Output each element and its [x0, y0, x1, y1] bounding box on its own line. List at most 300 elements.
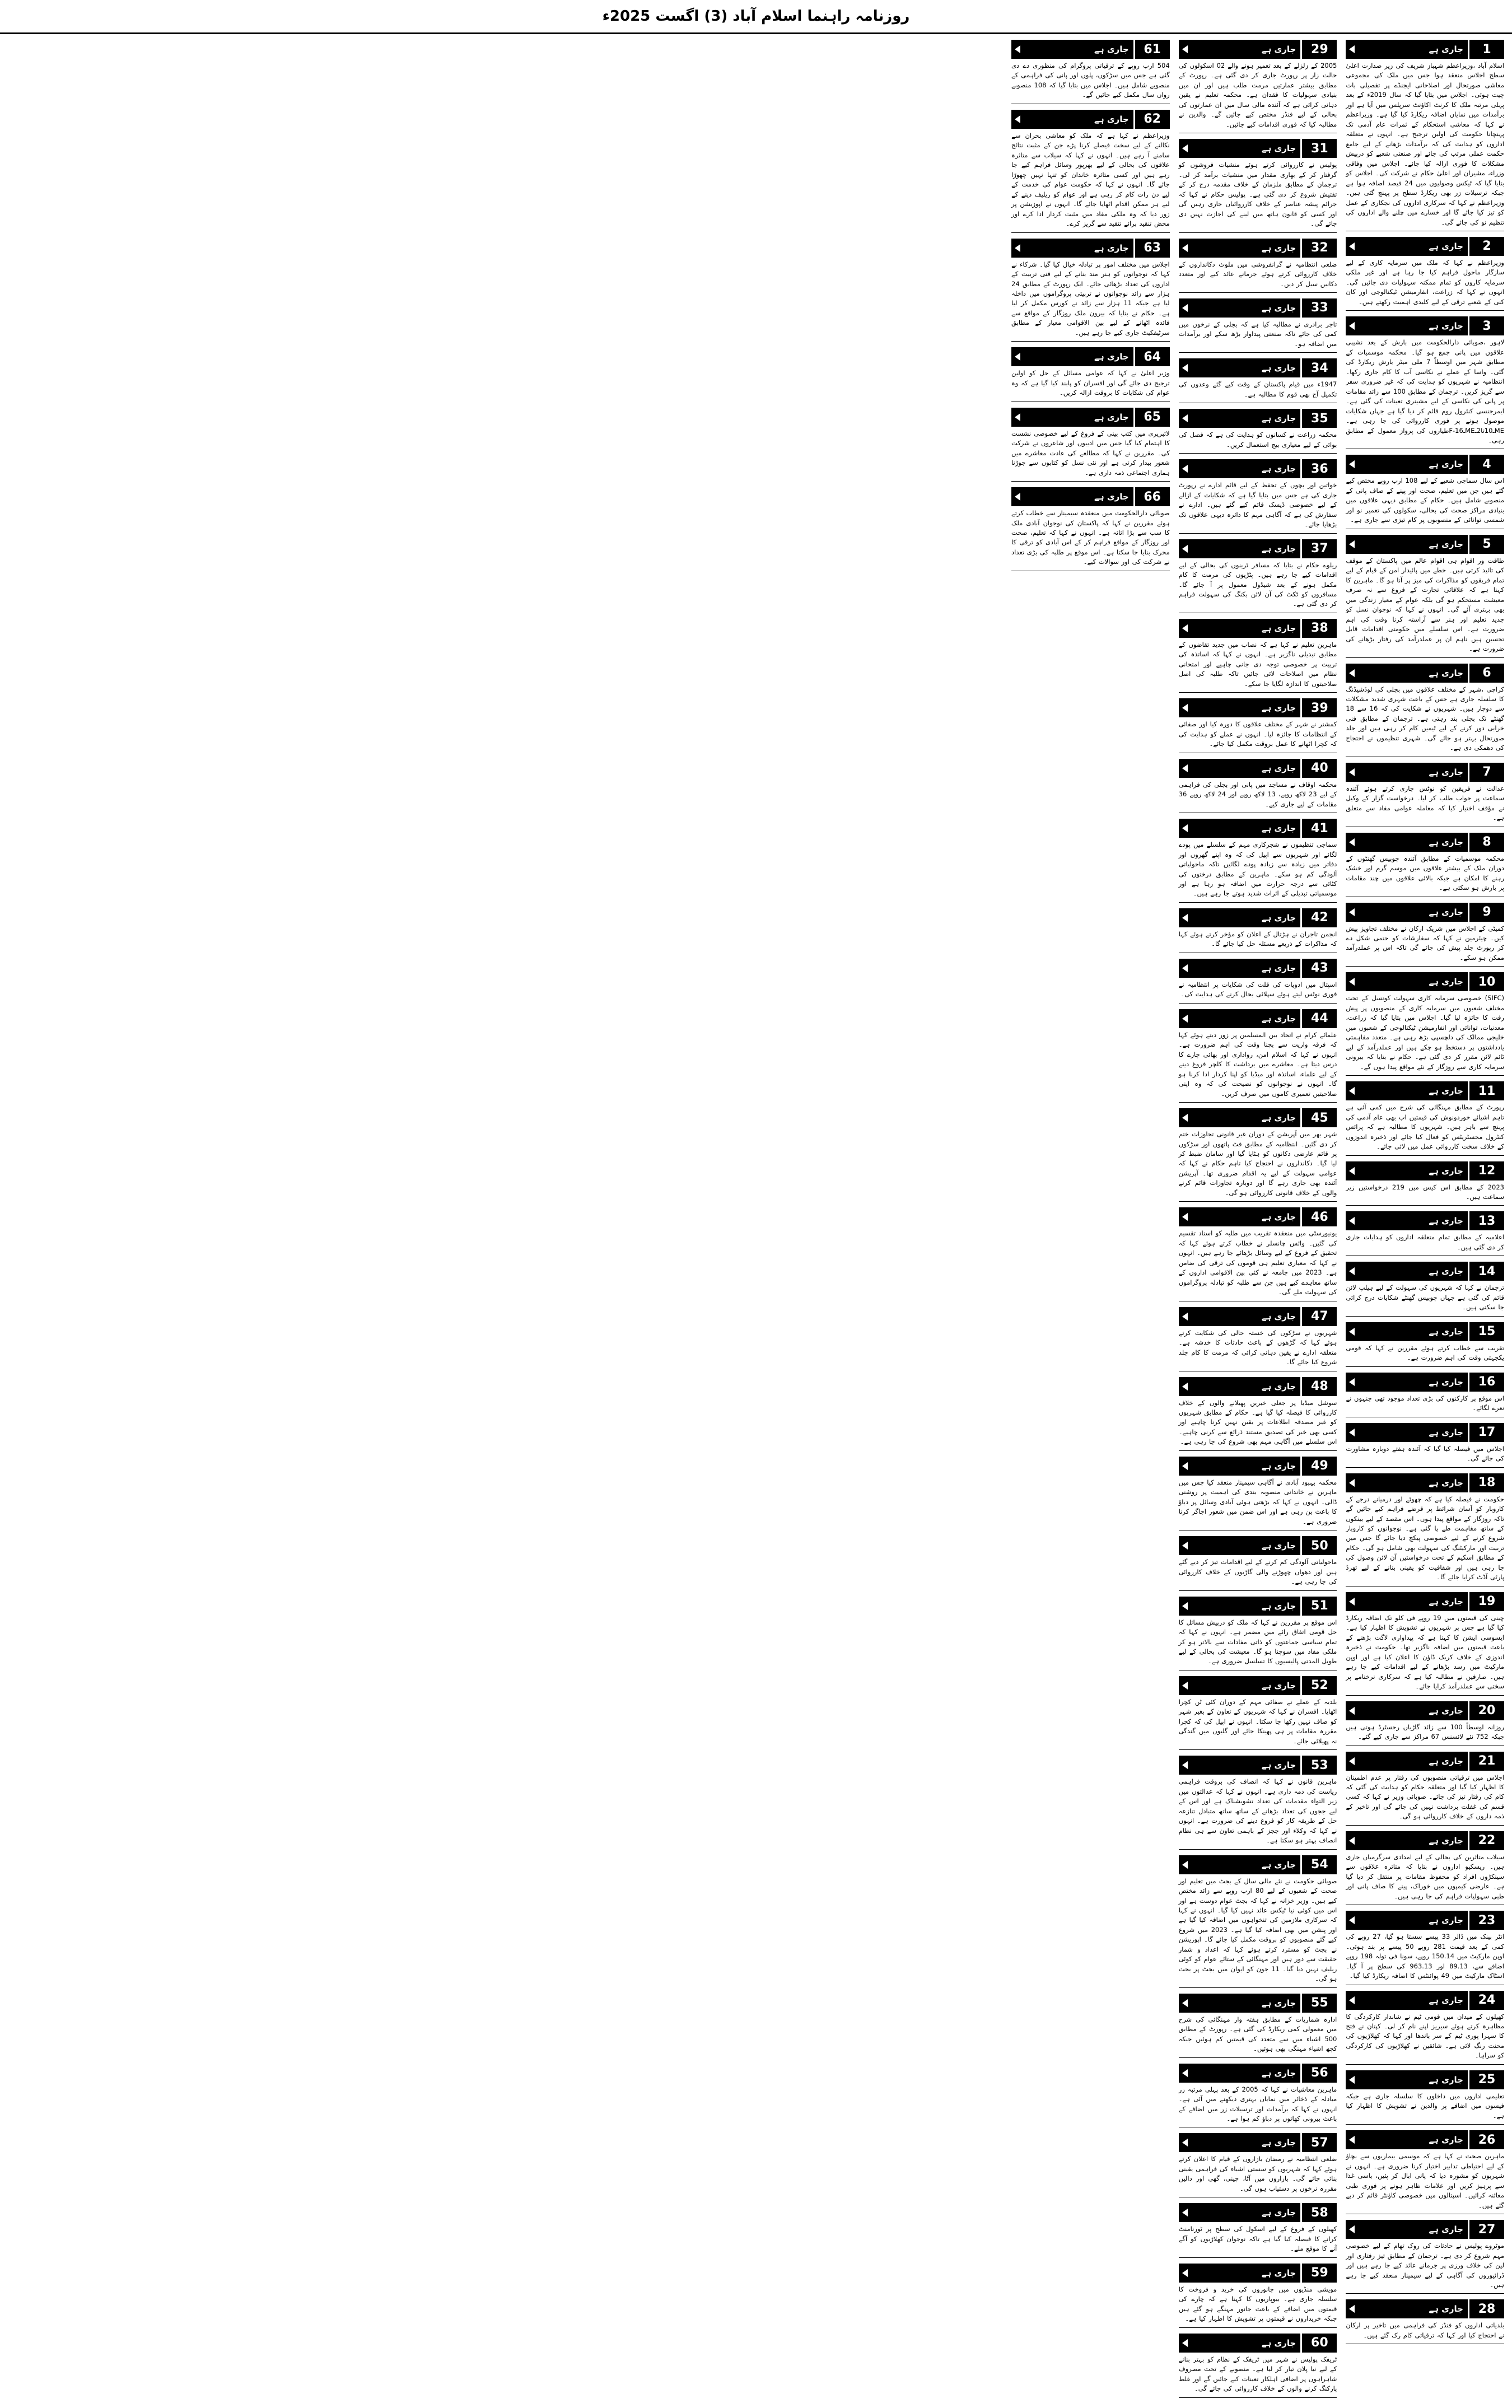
article-number: 57 [1302, 2133, 1337, 2152]
article-body [1179, 1229, 1337, 1297]
continue-banner[interactable] [1179, 1307, 1301, 1326]
article-paragraph: اعلامیہ کے مطابق تمام متعلقہ اداروں کو ہدایات جاری کر دی گئی ہیں۔ [1346, 1233, 1504, 1251]
article-number: 19 [1469, 1592, 1504, 1611]
article-body [1179, 1697, 1337, 1746]
article-body [1346, 556, 1504, 654]
article-divider [1179, 692, 1337, 693]
article-item [1346, 1752, 1504, 1826]
article-number: 10 [1469, 972, 1504, 991]
article-number: 58 [1302, 2203, 1337, 2222]
continue-banner[interactable] [1179, 1597, 1301, 1616]
article-body [1011, 131, 1170, 229]
article-item [1179, 1377, 1337, 1451]
article-paragraph: 504 ارب روپے کے ترقیاتی پروگرام کی منظوری دے دی گئی ہے جس میں سڑکوں، پلوں اور پانی کی فراہمی کے منصوبے شامل ہیں۔ اجلاس میں بتایا گیا کہ 108 منصوبے رواں سال مکمل کیے جائیں گے۔ [1011, 62, 1170, 99]
continue-label: جاری ہے [1261, 763, 1296, 773]
article-header [1346, 903, 1504, 922]
article-body [1346, 1343, 1504, 1363]
continue-banner[interactable] [1011, 40, 1133, 59]
continue-label: جاری ہے [1261, 143, 1296, 154]
continue-banner[interactable] [1011, 239, 1133, 258]
continue-banner[interactable] [1011, 408, 1133, 427]
article-paragraph: کھیلوں کے فروغ کے لیے اسکول کی سطح پر ٹورنامنٹ کرانے کا فیصلہ کیا گیا ہے تاکہ نوجوان کھلاڑیوں کو آگے آنے کا موقع ملے۔ [1178, 2225, 1337, 2253]
article-divider [1011, 481, 1170, 482]
article-item [1179, 1108, 1337, 1202]
article-paragraph: رپورٹ کے مطابق مہنگائی کی شرح میں کمی آئی ہے تاہم اشیائے خوردونوش کی قیمتیں اب بھی عام آدمی کی پہنچ سے باہر ہیں۔ شہریوں کا مطالبہ ہے کہ پرائس کنٹرول مجسٹریٹس کو فعال کیا جائے اور ذخیرہ اندوزوں کے خلاف سخت کارروائی عمل میں لائی جائے۔ [1346, 1103, 1504, 1151]
article-header [1346, 1262, 1504, 1281]
article-item [1179, 40, 1337, 133]
article-header [1179, 1756, 1337, 1775]
article-header [1179, 539, 1337, 558]
continue-banner[interactable] [1346, 1322, 1468, 1341]
continue-label: جاری ہے [1261, 623, 1296, 633]
article-header [1179, 40, 1337, 59]
article-number: 18 [1469, 1473, 1504, 1492]
article-number: 1 [1469, 40, 1504, 59]
continue-banner[interactable] [1346, 1831, 1468, 1850]
article-divider [1011, 232, 1170, 233]
article-body [1346, 1613, 1504, 1692]
article-header [1179, 298, 1337, 318]
continue-banner[interactable] [1179, 619, 1301, 638]
continue-banner[interactable] [1346, 2130, 1468, 2149]
article-item [1179, 1756, 1337, 1849]
article-paragraph: صوبائی دارالحکومت میں منعقدہ سیمینار سے خطاب کرتے ہوئے مقررین نے کہا کہ پاکستان کی نوجوان آبادی ملک کا سب سے بڑا اثاثہ ہے۔ انہوں نے کہا کہ تعلیم، صحت اور روزگار کے مواقع فراہم کر کے اس آبادی کو ترقی کا محرک بنایا جا سکتا ہے۔ اس موقع پر طلبہ کی بڑی تعداد نے شرکت کی اور سوالات کیے۔ [1011, 509, 1170, 566]
continue-label: جاری ہے [1261, 963, 1296, 973]
article-body [1346, 2092, 1504, 2121]
continue-banner[interactable] [1346, 1752, 1468, 1771]
article-divider [1346, 2064, 1504, 2065]
continue-banner[interactable] [1179, 908, 1301, 927]
article-item [1179, 959, 1337, 1004]
article-number: 47 [1302, 1307, 1337, 1326]
article-item [1179, 1457, 1337, 1530]
continue-banner[interactable] [1346, 2220, 1468, 2239]
continue-banner[interactable] [1179, 1676, 1301, 1695]
continue-banner[interactable] [1179, 2133, 1301, 2152]
article-number: 12 [1469, 1161, 1504, 1180]
continue-label: جاری ہے [1429, 44, 1463, 54]
article-divider [1179, 1590, 1337, 1591]
article-header [1346, 1322, 1504, 1341]
continue-banner[interactable] [1346, 237, 1468, 256]
article-divider [1346, 1467, 1504, 1468]
article-header [1179, 459, 1337, 478]
continue-banner[interactable] [1346, 763, 1468, 782]
article-body [1179, 840, 1337, 899]
article-paragraph: اجلاس میں فیصلہ کیا گیا کہ آئندہ ہفتے دوبارہ مشاورت کی جائے گی۔ [1346, 1444, 1504, 1463]
article-item [1179, 2334, 1337, 2398]
continue-label: جاری ہے [1429, 1596, 1463, 1607]
continue-label: جاری ہے [1261, 1212, 1296, 1222]
article-header [1346, 1423, 1504, 1442]
article-item [1011, 40, 1170, 104]
continue-label: جاری ہے [1261, 1381, 1296, 1392]
continue-label: جاری ہے [1261, 1600, 1296, 1611]
continue-label: جاری ہے [1261, 2208, 1296, 2218]
article-body [1179, 2224, 1337, 2253]
article-header [1346, 2220, 1504, 2239]
article-number: 9 [1469, 903, 1504, 922]
continue-label: جاری ہے [1429, 1376, 1463, 1387]
article-header [1346, 1373, 1504, 1392]
article-number: 36 [1302, 459, 1337, 478]
article-body [1346, 1723, 1504, 1742]
article-number: 52 [1302, 1676, 1337, 1695]
article-header [1179, 2064, 1337, 2083]
article-number: 37 [1302, 539, 1337, 558]
article-body [1011, 368, 1170, 398]
article-body [1346, 993, 1504, 1072]
article-divider [1179, 1849, 1337, 1850]
article-item [1011, 239, 1170, 342]
continue-banner[interactable] [1011, 347, 1133, 366]
article-header [1179, 1855, 1337, 1874]
continue-label: جاری ہے [1261, 823, 1296, 834]
continue-label: جاری ہے [1429, 767, 1463, 777]
article-number: 45 [1302, 1108, 1337, 1127]
article-item [1346, 1592, 1504, 1696]
article-item [1346, 1373, 1504, 1417]
article-paragraph: علمائے کرام نے اتحاد بین المسلمین پر زور دیتے ہوئے کہا کہ فرقہ واریت سے بچنا وقت کی اہم ضرورت ہے۔ انہوں نے کہا کہ اسلام امن، رواداری اور بھائی چارے کا درس دیتا ہے۔ معاشرے میں برداشت کا کلچر فروغ دینے کے لیے علماء، اساتذہ اور میڈیا کو اپنا کردار ادا کرنا ہو گا۔ انہوں نے نوجوانوں کو نصیحت کی کہ وہ اپنی صلاحیتیں تعمیری کاموں میں صرف کریں۔ [1178, 1030, 1337, 1098]
article-header [1346, 2130, 1504, 2149]
article-item [1346, 972, 1504, 1076]
article-item [1011, 110, 1170, 233]
continue-label: جاری ہے [1261, 44, 1296, 54]
article-divider [1346, 1825, 1504, 1826]
article-header [1346, 664, 1504, 683]
article-number: 3 [1469, 316, 1504, 335]
article-item [1346, 535, 1504, 658]
article-divider [1346, 657, 1504, 658]
article-item [1179, 409, 1337, 454]
article-paragraph: کھیلوں کے میدان میں قومی ٹیم نے شاندار کارکردگی کا مظاہرہ کرتے ہوئے سیریز اپنے نام کر لی۔ کپتان نے فتح کا سہرا پوری ٹیم کے سر باندھا اور کہا کہ کھلاڑیوں کی محنت رنگ لائی ہے۔ شائقین نے کھلاڑیوں کی کارکردگی کو سراہا۔ [1346, 2012, 1504, 2060]
article-paragraph: محکمہ موسمیات کے مطابق آئندہ چوبیس گھنٹوں کے دوران ملک کے بیشتر علاقوں میں موسم گرم اور خشک رہنے کا امکان ہے جبکہ بالائی علاقوں میں چند مقامات پر بارش ہو سکتی ہے۔ [1346, 854, 1504, 892]
article-number: 33 [1302, 298, 1337, 318]
continue-banner[interactable] [1346, 316, 1468, 335]
continue-banner[interactable] [1179, 759, 1301, 778]
article-body [1346, 1773, 1504, 1822]
article-item [1179, 619, 1337, 693]
article-body [1346, 854, 1504, 893]
continue-banner[interactable] [1179, 2203, 1301, 2222]
article-paragraph: شہر بھر میں آپریشن کے دوران غیر قانونی تجاوزات ختم کر دی گئیں۔ انتظامیہ کے مطابق فٹ پاتھوں اور سڑکوں پر قائم عارضی دکانوں کو ہٹایا گیا اور سامان ضبط کر لیا گیا۔ دکانداروں نے احتجاج کیا تاہم حکام نے کہا کہ عوامی سہولت کے لیے یہ اقدام ضروری تھا۔ آپریشن آئندہ بھی جاری رہے گا اور دوبارہ تجاوزات قائم کرنے والوں کے خلاف قانونی کارروائی ہو گی۔ [1178, 1130, 1337, 1197]
article-number: 16 [1469, 1373, 1504, 1392]
article-number: 62 [1135, 110, 1170, 129]
article-header [1179, 239, 1337, 258]
article-body [1346, 258, 1504, 307]
article-paragraph: اس موقع پر مقررین نے کہا کہ ملک کو درپیش مسائل کا حل قومی اتفاق رائے میں مضمر ہے۔ انہوں نے کہا کہ تمام سیاسی جماعتوں کو ذاتی مفادات سے بالاتر ہو کر ملکی مفاد میں سوچنا ہو گا۔ معیشت کی بحالی کے لیے طویل المدتی پالیسیوں کا تسلسل ضروری ہے۔ [1178, 1618, 1337, 1665]
masthead [0, 0, 1512, 34]
article-item [1346, 316, 1504, 449]
article-header [1346, 1592, 1504, 1611]
article-divider [1179, 1201, 1337, 1202]
article-header [1179, 1207, 1337, 1226]
article-body [1179, 1398, 1337, 1447]
continue-label: جاری ہے [1429, 2135, 1463, 2145]
article-paragraph: لائبریری میں کتب بینی کے فروغ کے لیے خصوصی نشست کا اہتمام کیا گیا جس میں ادیبوں اور شاعروں نے شرکت کی۔ مقررین نے کہا کہ مطالعے کی عادت معاشرے میں شعور بیدار کرتی ہے اور نئی نسل کو کتابوں سے جوڑنا ہماری اجتماعی ذمہ داری ہے۔ [1011, 429, 1170, 477]
article-paragraph: تاجر برادری نے مطالبہ کیا ہے کہ بجلی کے نرخوں میں کمی کی جائے تاکہ صنعتی پیداوار بڑھ سکے اور برآمدات میں اضافہ ہو۔ [1178, 320, 1337, 348]
continue-banner[interactable] [1346, 903, 1468, 922]
continue-banner[interactable] [1179, 358, 1301, 377]
article-paragraph: ماہرین صحت نے کہا ہے کہ موسمی بیماریوں سے بچاؤ کے لیے احتیاطی تدابیر اختیار کرنا ضروری ہے۔ انہوں نے شہریوں کو مشورہ دیا کہ پانی ابال کر پئیں، باسی غذا سے پرہیز کریں اور علامات ظاہر ہونے پر فوری طبی معائنہ کرائیں۔ اسپتالوں میں خصوصی کاؤنٹر قائم کر دیے گئے ہیں۔ [1346, 2152, 1504, 2209]
article-number: 43 [1302, 959, 1337, 978]
article-paragraph: خواتین اور بچوں کے تحفظ کے لیے قائم ادارے نے رپورٹ جاری کی ہے جس میں بتایا گیا ہے کہ شکایات کے ازالے کے لیے خصوصی ڈیسک قائم کیے گئے ہیں۔ ادارے نے سفارش کی ہے کہ آگاہی مہم کا دائرہ دیہی علاقوں تک بڑھایا جائے۔ [1178, 481, 1337, 529]
continue-banner[interactable] [1179, 1536, 1301, 1555]
article-body [1346, 1394, 1504, 1413]
article-paragraph: ترجمان نے کہا کہ شہریوں کی سہولت کے لیے ہیلپ لائن قائم کی گئی ہے جہاں چوبیس گھنٹے شکایات درج کرائی جا سکتی ہیں۔ [1346, 1284, 1504, 1312]
article-header [1179, 2203, 1337, 2222]
article-item [1179, 2264, 1337, 2328]
article-paragraph: اسلام آباد ،وزیراعظم شہباز شریف کی زیر صدارت اعلیٰ سطح اجلاس منعقد ہوا جس میں ملک کی مجموعی معاشی صورتحال اور اصلاحاتی ایجنڈے پر تفصیلی بات چیت ہوئی۔ اجلاس میں بتایا گیا کہ سال 2019ء کے بعد پہلی مرتبہ ملک کا کرنٹ اکاؤنٹ سرپلس میں آیا ہے اور برآمدات میں نمایاں اضافہ ریکارڈ کیا گیا ہے۔ وزیراعظم نے کہا کہ معاشی استحکام کے ثمرات عام آدمی تک پہنچانا حکومت کی اولین ترجیح ہے۔ انہوں نے متعلقہ اداروں کو ہدایت کی کہ برآمدات بڑھانے کے لیے جامع حکمت عملی مرتب کی جائے اور صنعتی شعبے کو درپیش مشکلات کا فوری ازالہ کیا جائے۔ اجلاس میں وفاقی وزراء، مشیران اور اعلیٰ حکام نے شرکت کی۔ اجلاس کو بتایا گیا کہ ٹیکس وصولیوں میں 24 فیصد اضافہ ہوا ہے جبکہ ترسیلات زر بھی ریکارڈ سطح پر پہنچ گئی ہیں۔ وزیراعظم نے کہا کہ سرکاری اداروں کی نجکاری کے عمل کو تیز کیا جائے گا اور خسارے میں چلنے والے اداروں کی تنظیم نو کی جائے گی۔ [1346, 62, 1504, 226]
article-item [1179, 698, 1337, 753]
continue-label: جاری ہے [1261, 1680, 1296, 1691]
continue-label: جاری ہے [1429, 241, 1463, 251]
continue-banner[interactable] [1179, 1457, 1301, 1476]
article-item [1179, 298, 1337, 353]
continue-label: جاری ہے [1261, 2138, 1296, 2148]
continue-banner[interactable] [1179, 959, 1301, 978]
article-header [1346, 1752, 1504, 1771]
continue-banner[interactable] [1179, 459, 1301, 478]
continue-banner[interactable] [1346, 1991, 1468, 2010]
article-paragraph: سیلاب متاثرین کی بحالی کے لیے امدادی سرگرمیاں جاری ہیں۔ ریسکیو اداروں نے بتایا کہ متاثرہ علاقوں سے سینکڑوں افراد کو محفوظ مقامات پر منتقل کر دیا گیا ہے۔ عارضی کیمپوں میں خوراک، پینے کا صاف پانی اور طبی سہولیات فراہم کی جا رہی ہیں۔ [1346, 1852, 1504, 1900]
article-body [1179, 2154, 1337, 2194]
continue-label: جاری ہے [1094, 492, 1129, 502]
continue-banner[interactable] [1179, 298, 1301, 318]
continue-banner[interactable] [1179, 1756, 1301, 1775]
article-divider [1179, 2057, 1337, 2058]
article-number: 61 [1135, 40, 1170, 59]
article-body [1346, 1283, 1504, 1312]
continue-banner[interactable] [1346, 1701, 1468, 1720]
article-body [1179, 260, 1337, 289]
article-divider [1179, 533, 1337, 534]
continue-banner[interactable] [1346, 1473, 1468, 1492]
continue-label: جاری ہے [1094, 44, 1129, 54]
continue-banner[interactable] [1346, 1592, 1468, 1611]
article-body [1011, 61, 1170, 100]
article-header [1179, 1377, 1337, 1396]
article-body [1346, 1183, 1504, 1202]
article-divider [1179, 902, 1337, 903]
article-body [1011, 260, 1170, 338]
continue-banner[interactable] [1179, 1108, 1301, 1127]
article-item [1179, 239, 1337, 293]
continue-label: جاری ہے [1429, 1756, 1463, 1766]
article-divider [1179, 1102, 1337, 1103]
continue-banner[interactable] [1346, 1262, 1468, 1281]
page-sheet [0, 34, 1512, 2407]
article-divider [1346, 2124, 1504, 2125]
article-paragraph: وزیراعظم نے کہا کہ ملک میں سرمایہ کاری کے لیے سازگار ماحول فراہم کیا جا رہا ہے اور غیر ملکی سرمایہ کاروں کو تمام ممکنہ سہولیات دی جائیں گی۔ انہوں نے کہا کہ زراعت، انفارمیشن ٹیکنالوجی اور کان کنی کے شعبے ترقی کے لیے کلیدی اہمیت رکھتے ہیں۔ [1346, 258, 1504, 306]
continue-label: جاری ہے [1261, 703, 1296, 713]
article-header [1346, 1161, 1504, 1180]
continue-label: جاری ہے [1429, 1086, 1463, 1096]
article-paragraph: کراچی ،شہر کے مختلف علاقوں میں بجلی کی لوڈشیڈنگ کا سلسلہ جاری ہے جس کے باعث شہری شدید مشکلات سے دوچار ہیں۔ شہریوں نے شکایت کی کہ 16 سے 18 گھنٹے تک بجلی بند رہتی ہے۔ ترجمان کے مطابق فنی خرابی دور کرنے کے لیے ٹیمیں کام کر رہی ہیں اور جلد صورتحال بہتر ہو جائے گی۔ شہری تنظیموں نے احتجاج کی دھمکی دی ہے۔ [1346, 685, 1505, 752]
article-divider [1179, 2397, 1337, 2398]
article-number: 55 [1302, 1994, 1337, 2013]
continue-banner[interactable] [1346, 1373, 1468, 1392]
article-body [1346, 1495, 1504, 1583]
continue-banner[interactable] [1011, 110, 1133, 129]
continue-label: جاری ہے [1094, 114, 1129, 124]
article-header [1346, 763, 1504, 782]
article-divider [1346, 2293, 1504, 2294]
continue-banner[interactable] [1179, 819, 1301, 838]
article-divider [1179, 453, 1337, 454]
article-divider [1179, 1749, 1337, 1750]
continue-banner[interactable] [1179, 2064, 1301, 2083]
article-header [1346, 535, 1504, 554]
article-body [1179, 1618, 1337, 1667]
article-item [1346, 1991, 1504, 2065]
article-divider [1179, 232, 1337, 233]
article-body [1179, 1030, 1337, 1099]
continue-label: جاری ہے [1261, 363, 1296, 374]
continue-label: جاری ہے [1261, 1113, 1296, 1123]
article-body [1346, 1103, 1504, 1151]
article-paragraph: محکمہ بہبود آبادی نے آگاہی سیمینار منعقد کیا جس میں ماہرین نے خاندانی منصوبہ بندی کی اہمیت پر روشنی ڈالی۔ انہوں نے کہا کہ بڑھتی ہوئی آبادی وسائل پر دباؤ کا باعث بن رہی ہے اور اس ضمن میں شعور اجاگر کرنا ضروری ہے۔ [1178, 1478, 1337, 1525]
continue-banner[interactable] [1346, 833, 1468, 852]
article-paragraph: شہریوں نے سڑکوں کی خستہ حالی کی شکایت کرتے ہوئے کہا کہ گڑھوں کے باعث حادثات کا خدشہ ہے۔ متعلقہ ادارے نے یقین دہانی کرائی کہ مرمت کا کام جلد شروع کیا جائے گا۔ [1178, 1328, 1337, 1366]
article-item [1346, 763, 1504, 827]
continue-label: جاری ہے [1429, 668, 1463, 678]
article-item [1346, 1473, 1504, 1586]
article-number: 11 [1469, 1081, 1504, 1100]
article-number: 23 [1469, 1911, 1504, 1930]
article-header [1346, 1991, 1504, 2010]
article-header [1179, 959, 1337, 978]
article-divider [1179, 2327, 1337, 2328]
article-item [1179, 358, 1337, 403]
continue-banner[interactable] [1179, 239, 1301, 258]
article-body [1179, 2355, 1337, 2394]
continue-banner[interactable] [1346, 1211, 1468, 1230]
article-divider [1346, 1316, 1504, 1317]
article-body [1346, 1852, 1504, 1901]
continue-label: جاری ہے [1429, 1266, 1463, 1277]
article-header [1346, 1211, 1504, 1230]
continue-banner[interactable] [1346, 972, 1468, 991]
article-divider [1346, 966, 1504, 967]
continue-banner[interactable] [1346, 664, 1468, 683]
continue-banner[interactable] [1179, 1994, 1301, 2013]
article-number: 7 [1469, 763, 1504, 782]
article-body [1346, 61, 1504, 227]
continue-banner[interactable] [1346, 455, 1468, 474]
continue-banner[interactable] [1011, 487, 1133, 506]
article-item [1011, 487, 1170, 571]
continue-label: جاری ہے [1261, 912, 1296, 923]
article-body [1179, 1557, 1337, 1586]
article-item [1179, 908, 1337, 953]
article-header [1179, 2264, 1337, 2283]
continue-banner[interactable] [1346, 2299, 1468, 2318]
article-number: 22 [1469, 1831, 1504, 1850]
article-paragraph: محکمہ اوقاف نے مساجد میں پانی اور بجلی کی فراہمی کے لیے 23 لاکھ روپے، 13 لاکھ روپے اور 24 لاکھ روپے 36 مقامات کے لیے جاری کیے۔ [1178, 780, 1337, 808]
continue-banner[interactable] [1346, 535, 1468, 554]
article-number: 42 [1302, 908, 1337, 927]
continue-banner[interactable] [1346, 1081, 1468, 1100]
article-item [1346, 1423, 1504, 1468]
continue-banner[interactable] [1179, 2264, 1301, 2283]
article-paragraph: وزیراعظم نے کہا ہے کہ ملک کو معاشی بحران سے نکالنے کے لیے سخت فیصلے کرنا پڑے جن کے مثبت نتائج سامنے آ رہے ہیں۔ انہوں نے کہا کہ سیلاب سے متاثرہ علاقوں کی بحالی کے لیے بھرپور وسائل فراہم کیے جا رہے ہیں اور کسی متاثرہ خاندان کو تنہا نہیں چھوڑا جائے گا۔ انہوں نے کہا کہ حکومت عوام کی خدمت کے لیے دن رات کام کر رہی ہے اور عوام کو ریلیف دینے کے لیے ہر ممکن اقدام اٹھایا جائے گا۔ انہوں نے اپوزیشن پر زور دیا کہ وہ ملکی مفاد میں مثبت کردار ادا کرے اور محض تنقید برائے تنقید سے گریز کرے۔ [1011, 131, 1170, 228]
continue-label: جاری ہے [1261, 1760, 1296, 1771]
article-header [1011, 40, 1170, 59]
continue-banner[interactable] [1179, 1855, 1301, 1874]
article-divider [1179, 1987, 1337, 1988]
article-header [1179, 1009, 1337, 1028]
article-header [1346, 1081, 1504, 1100]
article-body [1346, 2321, 1504, 2340]
article-header [1346, 237, 1504, 256]
continue-label: جاری ہے [1094, 412, 1129, 422]
article-number: 6 [1469, 664, 1504, 683]
article-body [1179, 1478, 1337, 1527]
continue-banner[interactable] [1179, 539, 1301, 558]
article-header [1346, 1701, 1504, 1720]
continue-label: جاری ہے [1261, 1859, 1296, 1870]
article-header [1179, 759, 1337, 778]
continue-banner[interactable] [1179, 40, 1301, 59]
article-paragraph: کمشنر نے شہر کے مختلف علاقوں کا دورہ کیا اور صفائی کے انتظامات کا جائزہ لیا۔ انہوں نے عملے کو ہدایت کی کہ کچرا اٹھانے کا عمل بروقت مکمل کیا جائے۔ [1178, 720, 1337, 748]
continue-banner[interactable] [1179, 139, 1301, 158]
article-paragraph: ماحولیاتی آلودگی کم کرنے کے لیے اقدامات تیز کر دیے گئے ہیں اور دھواں چھوڑنے والی گاڑیوں کے خلاف کارروائی کی جا رہی ہے۔ [1178, 1558, 1337, 1586]
continue-banner[interactable] [1179, 409, 1301, 428]
continue-label: جاری ہے [1429, 2074, 1463, 2085]
article-body [1346, 1233, 1504, 1252]
article-paragraph: ادارہ شماریات کے مطابق ہفتہ وار مہنگائی کی شرح میں معمولی کمی ریکارڈ کی گئی ہے۔ رپورٹ کے مطابق 500 اشیاء میں سے متعدد کی قیمتیں کم ہوئیں جبکہ کچھ اشیاء مہنگی بھی ہوئیں۔ [1178, 2015, 1337, 2053]
article-paragraph: یونیورسٹی میں منعقدہ تقریب میں طلبہ کو اسناد تقسیم کی گئیں۔ وائس چانسلر نے خطاب کرتے ہوئے کہا کہ تحقیق کے فروغ کے لیے وسائل بڑھائے جا رہے ہیں۔ انہوں نے کہا کہ معیاری تعلیم ہی قوموں کی ترقی کی ضامن ہے۔ 2023 میں جامعہ نے کئی بین الاقوامی اداروں کے ساتھ معاہدے کیے ہیں جن سے طلبہ کو تبادلہ پروگراموں کی سہولت ملے گی۔ [1178, 1229, 1337, 1296]
article-divider [1179, 1003, 1337, 1004]
article-paragraph: ماہرین قانون نے کہا کہ انصاف کی بروقت فراہمی ریاست کی ذمہ داری ہے۔ انہوں نے کہا کہ عدالتوں میں زیر التواء مقدمات کی تعداد تشویشناک ہے اور اس کے لیے ججوں کی تعداد بڑھانے کے ساتھ ساتھ متبادل تنازعہ حل کے طریقہ کار کو فروغ دینے کی ضرورت ہے۔ انہوں نے کہا کہ وکلاء اور ججز کے باہمی تعاون سے ہی نظام انصاف بہتر ہو سکتا ہے۔ [1178, 1777, 1337, 1845]
continue-banner[interactable] [1179, 2334, 1301, 2353]
continue-banner[interactable] [1179, 1009, 1301, 1028]
continue-banner[interactable] [1179, 698, 1301, 717]
article-number: 5 [1469, 535, 1504, 554]
article-header [1179, 139, 1337, 158]
continue-banner[interactable] [1346, 1911, 1468, 1930]
continue-banner[interactable] [1346, 40, 1468, 59]
article-header [1346, 1831, 1504, 1850]
article-number: 49 [1302, 1457, 1337, 1476]
continue-banner[interactable] [1346, 1161, 1468, 1180]
continue-banner[interactable] [1346, 1423, 1468, 1442]
article-paragraph: ماہرین تعلیم نے کہا ہے کہ نصاب میں جدید تقاضوں کے مطابق تبدیلی ناگزیر ہے۔ انہوں نے کہا کہ اساتذہ کی تربیت پر خصوصی توجہ دی جانی چاہیے اور امتحانی نظام میں اصلاحات لائی جائیں تاکہ طلبہ کی اصل صلاحیتوں کا اندازہ لگایا جا سکے۔ [1178, 640, 1337, 688]
continue-banner[interactable] [1179, 1207, 1301, 1226]
article-number: 38 [1302, 619, 1337, 638]
article-item [1179, 1597, 1337, 1670]
continue-label: جاری ہے [1429, 1995, 1463, 2005]
article-number: 65 [1135, 408, 1170, 427]
continue-label: جاری ہے [1261, 302, 1296, 313]
continue-banner[interactable] [1346, 2070, 1468, 2089]
article-paragraph: 2005 کے زلزلے کے بعد تعمیر ہونے والے 02 اسکولوں کی حالت زار پر رپورٹ جاری کر دی گئی ہے۔ رپورٹ کے مطابق بیشتر عمارتیں مرمت طلب ہیں اور ان میں بنیادی سہولیات کا فقدان ہے۔ محکمہ تعلیم نے یقین دہانی کرائی ہے کہ آئندہ مالی سال میں ان عمارتوں کی بحالی کے لیے فنڈز مختص کیے جائیں گے۔ والدین نے مطالبہ کیا کہ فوری اقدامات کیے جائیں۔ [1178, 62, 1337, 128]
article-item [1011, 408, 1170, 482]
article-header [1346, 2299, 1504, 2318]
article-item [1346, 1211, 1504, 1256]
article-item [1179, 459, 1337, 533]
continue-label: جاری ہے [1429, 1427, 1463, 1438]
article-header [1346, 1911, 1504, 1930]
article-body [1346, 924, 1504, 963]
article-number: 59 [1302, 2264, 1337, 2283]
article-header [1011, 347, 1170, 366]
article-item [1179, 1855, 1337, 1988]
continue-banner[interactable] [1179, 1377, 1301, 1396]
article-header [1179, 819, 1337, 838]
continue-label: جاری ہے [1261, 1460, 1296, 1471]
